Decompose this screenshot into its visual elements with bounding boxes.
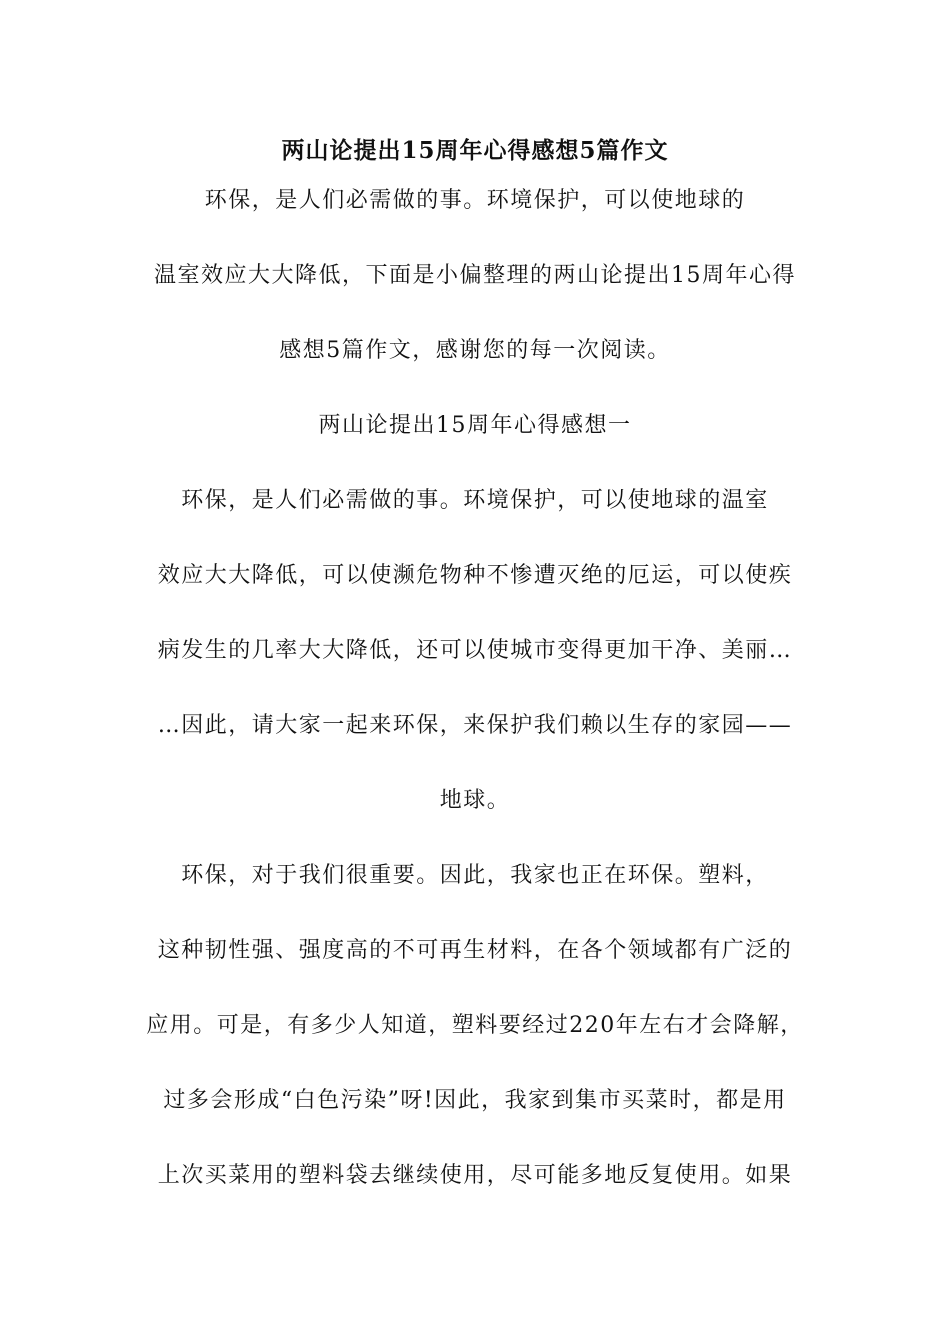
paragraph-line: 环保，对于我们很重要。因此，我家也正在环保。塑料， — [181, 863, 769, 888]
document-title: 两山论提出15周年心得感想5篇作文 — [281, 137, 669, 164]
paragraph-line: 这种韧性强、强度高的不可再生材料，在各个领域都有广泛的 — [157, 938, 793, 963]
paragraph-line: 应用。可是，有多少人知道，塑料要经过220年左右才会降解， — [146, 1013, 804, 1038]
paragraph-line: …因此，请大家一起来环保，来保护我们赖以生存的家园—— — [157, 713, 793, 738]
intro-line: 感想5篇作文，感谢您的每一次阅读。 — [279, 338, 671, 363]
intro-line: 温室效应大大降低，下面是小偏整理的两山论提出15周年心得 — [154, 263, 796, 288]
section-heading: 两山论提出15周年心得感想一 — [318, 413, 632, 438]
paragraph-line: 地球。 — [439, 788, 511, 813]
paragraph-line: 效应大大降低，可以使濒危物种不惨遭灭绝的厄运，可以使疾 — [157, 563, 793, 588]
paragraph-line: 过多会形成“白色污染”呀!因此，我家到集市买菜时，都是用 — [163, 1088, 787, 1113]
intro-line: 环保，是人们必需做的事。环境保护，可以使地球的 — [204, 188, 746, 213]
paragraph-line: 病发生的几率大大降低，还可以使城市变得更加干净、美丽… — [157, 638, 793, 663]
paragraph-line: 环保，是人们必需做的事。环境保护，可以使地球的温室 — [181, 488, 769, 513]
paragraph-line: 上次买菜用的塑料袋去继续使用，尽可能多地反复使用。如果 — [157, 1163, 793, 1188]
